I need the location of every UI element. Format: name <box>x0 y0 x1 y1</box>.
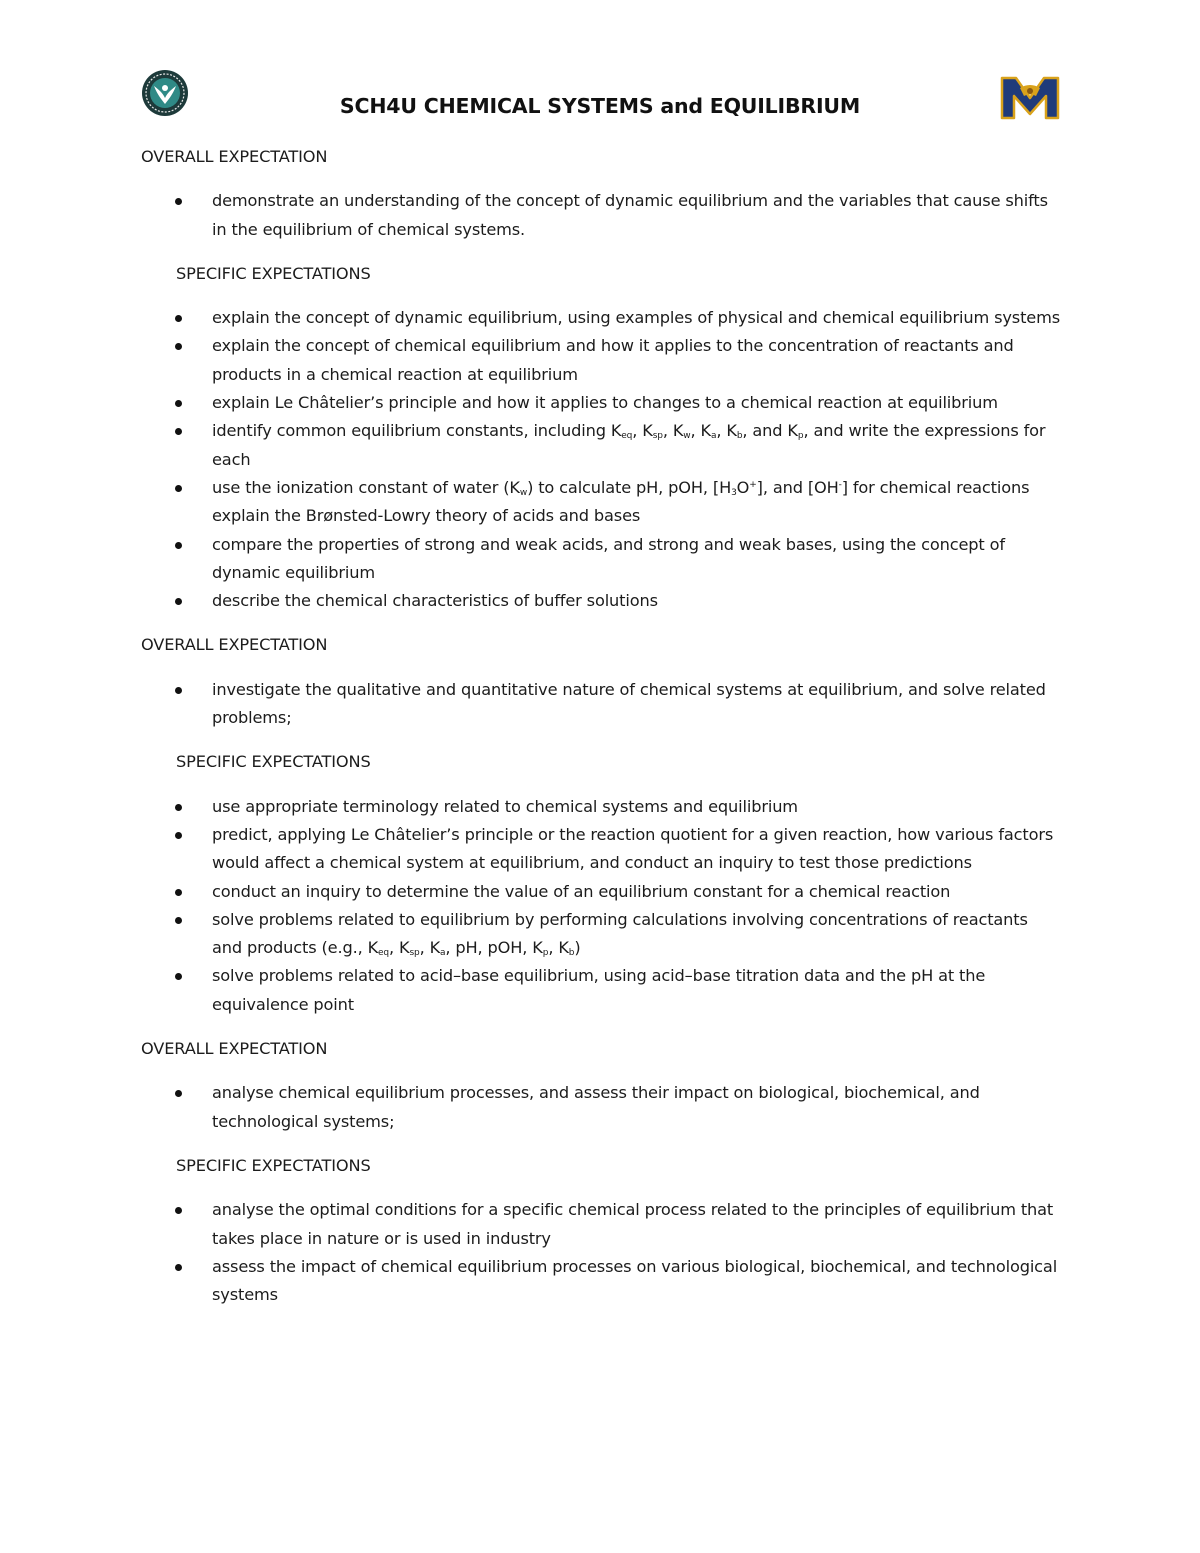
specific-item-text: explain the concept of chemical equilibrium and how it applies to the concentration of reactants and products in a chemical reaction at equilibrium <box>212 336 1014 384</box>
document-header <box>0 0 1200 140</box>
overall-expectation-heading: OVERALL EXPECTATION <box>141 1039 328 1059</box>
specific-list-item <box>141 906 1061 963</box>
specific-item-text: use the ionization constant of water $(K_w)$ to calculate pH, pOH, $[H_3O^+]$, and [OH-] for chemical reactions explain the Brønsted-Lowry theory of acids and bases <box>212 477 1030 526</box>
bullet-icon <box>175 343 182 350</box>
bullet-icon <box>175 1090 182 1097</box>
expectation-section <box>141 1035 1061 1309</box>
specific-list <box>141 793 1061 1019</box>
specific-item-text: conduct an inquiry to determine the value of an equilibrium constant for a chemical reaction <box>212 881 951 901</box>
specific-list-item <box>141 417 1061 474</box>
specific-list-item <box>141 332 1061 389</box>
overall-expectation-heading: OVERALL EXPECTATION <box>141 635 328 655</box>
bullet-icon <box>175 1207 182 1214</box>
specific-item-text: solve problems related to acid–base equilibrium, using acid–base titration data and the pH at the equivalence point <box>212 966 986 1014</box>
specific-list-item <box>141 587 1061 615</box>
expectation-section <box>141 631 1061 1019</box>
overall-item-text: investigate the qualitative and quantitative nature of chemical systems at equilibrium, and solve related problems; <box>212 679 1046 728</box>
overall-expectation-heading: OVERALL EXPECTATION <box>141 147 328 166</box>
bullet-icon <box>175 598 182 605</box>
bullet-icon <box>175 804 182 811</box>
specific-list <box>141 304 1061 615</box>
specific-item-text: analyse the optimal conditions for a specific chemical process related to the principles of equilibrium that takes place in nature or is used in industry <box>212 1200 1054 1248</box>
bullet-icon <box>175 198 182 205</box>
bullet-icon <box>175 832 182 839</box>
bullet-icon <box>175 889 182 896</box>
bullet-icon <box>175 315 182 322</box>
bullet-icon <box>175 1264 182 1271</box>
page-title: SCH4U CHEMICAL SYSTEMS and EQUILIBRIUM <box>339 94 861 118</box>
specific-expectations-heading: SPECIFIC EXPECTATIONS <box>176 263 371 283</box>
specific-list-item <box>141 878 1061 906</box>
specific-expectations-heading: SPECIFIC EXPECTATIONS <box>176 1155 371 1175</box>
specific-item-text: use appropriate terminology related to chemical systems and equilibrium <box>212 796 798 816</box>
bullet-icon <box>175 485 182 492</box>
specific-item-text: identify common equilibrium constants, including $K_{eq}$, $K_{sp}$, $K_w$, $K_a$, $K_b$, and $K_p$, and write the expressions for each <box>212 421 1046 469</box>
specific-list-item <box>141 389 1061 417</box>
bullet-icon <box>175 542 182 549</box>
bullet-icon <box>175 917 182 924</box>
bullet-icon <box>175 687 182 694</box>
specific-item-text: predict, applying Le Châtelier’s principle or the reaction quotient for a given reaction, how various factors would affect a chemical system at equilibrium, and conduct an inquiry to test those predictions <box>212 824 1054 873</box>
m-mascot-icon <box>1000 74 1060 120</box>
specific-list-item <box>141 1196 1061 1253</box>
specific-list-item <box>141 474 1061 531</box>
specific-item-text: compare the properties of strong and weak acids, and strong and weak bases, using the concept of dynamic equilibrium <box>212 534 1005 582</box>
bullet-icon <box>175 400 182 407</box>
specific-item-text: solve problems related to equilibrium by performing calculations involving concentrations of reactants and products (e.g., $K_{eq}$, $K_{sp}$, $K_a$, pH, pOH, $K_p$, $K_b$) <box>212 909 1028 959</box>
expectation-section <box>141 143 1061 615</box>
specific-item-text: assess the impact of chemical equilibrium processes on various biological, biochemical, and technological systems <box>212 1256 1058 1305</box>
bullet-icon <box>175 428 182 435</box>
overall-list <box>141 676 1061 733</box>
specific-item-text: explain Le Châtelier’s principle and how it applies to changes to a chemical reaction at equilibrium <box>212 393 998 413</box>
overall-list <box>141 187 1061 244</box>
specific-list-item <box>141 793 1061 821</box>
specific-list <box>141 1196 1061 1309</box>
specific-list-item <box>141 531 1061 588</box>
overall-list <box>141 1079 1061 1136</box>
overall-list-item <box>141 187 1061 244</box>
specific-list-item <box>141 1253 1061 1310</box>
bullet-icon <box>175 973 182 980</box>
overall-list-item <box>141 1079 1061 1136</box>
overall-list-item <box>141 676 1061 733</box>
specific-list-item <box>141 821 1061 878</box>
specific-expectations-heading: SPECIFIC EXPECTATIONS <box>176 752 371 772</box>
specific-item-text: explain the concept of dynamic equilibrium, using examples of physical and chemical equilibrium systems <box>212 308 1060 328</box>
overall-item-text: analyse chemical equilibrium processes, and assess their impact on biological, biochemical, and technological systems; <box>212 1083 980 1131</box>
specific-list-item <box>141 304 1061 332</box>
expectations-content <box>141 143 1061 1325</box>
overall-item-text: demonstrate an understanding of the concept of dynamic equilibrium and the variables that cause shifts in the equilibrium of chemical systems. <box>212 191 1048 239</box>
specific-list-item <box>141 962 1061 1019</box>
specific-item-text: describe the chemical characteristics of buffer solutions <box>212 591 658 611</box>
